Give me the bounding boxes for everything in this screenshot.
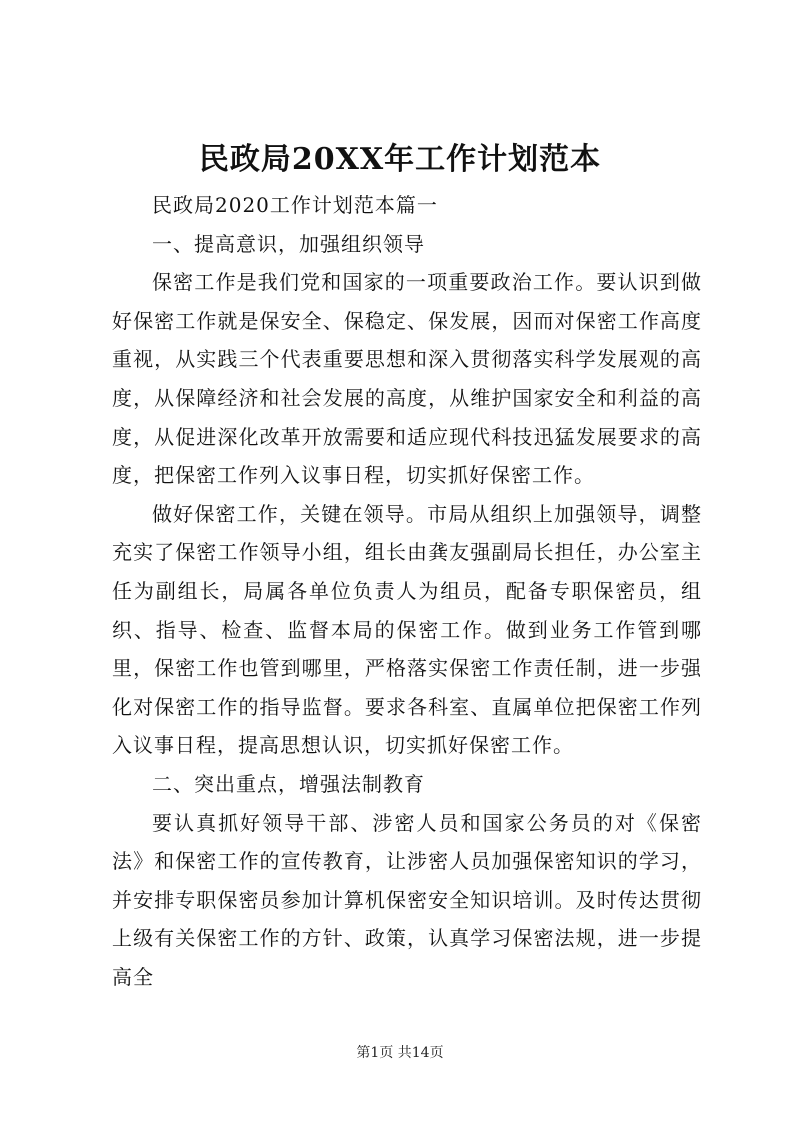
body-paragraph: 保密工作是我们党和国家的一项重要政治工作。要认识到做好保密工作就是保安全、保稳定、保发展，因而对保密工作高度重视，从实践三个代表重要思想和深入贯彻落实科学发展观的高度，从保障经济和社会发展的高度，从维护国家安全和利益的高度，从促进深化改革开放需要和适应现代科技迅猛发展要求的高度，把保密工作列入议事日程，切实抓好保密工作。 bbox=[112, 270, 702, 488]
document-title: 民政局20XX年工作计划范本 bbox=[198, 142, 602, 177]
body-paragraph: 要认真抓好领导干部、涉密人员和国家公务员的对《保密法》和保密工作的宣传教育，让涉密人员加强保密知识的学习，并安排专职保密员参加计算机保密安全知识培训。及时传达贯彻上级有关保密工作的方针、政策，认真学习保密法规，进一步提高全 bbox=[112, 810, 702, 989]
page-number-footer: 第1页 共14页 bbox=[356, 1045, 444, 1061]
section-heading-part-one: 民政局2020工作计划范本篇一 bbox=[152, 193, 438, 217]
heading-highlight-focus: 二、突出重点，增强法制教育 bbox=[152, 771, 425, 796]
document-body bbox=[112, 186, 702, 996]
body-paragraph: 做好保密工作，关键在领导。市局从组织上加强领导，调整充实了保密工作领导小组，组长由龚友强副局长担任，办公室主任为副组长，局属各单位负责人为组员，配备专职保密员，组织、指导、检查、监督本局的保密工作。做到业务工作管到哪里，保密工作也管到哪里，严格落实保密工作责任制，进一步强化对保密工作的指导监督。要求各科室、直属单位把保密工作列入议事日程，提高思想认识，切实抓好保密工作。 bbox=[112, 501, 702, 758]
heading-improve-awareness: 一、提高意识，加强组织领导 bbox=[152, 231, 425, 256]
